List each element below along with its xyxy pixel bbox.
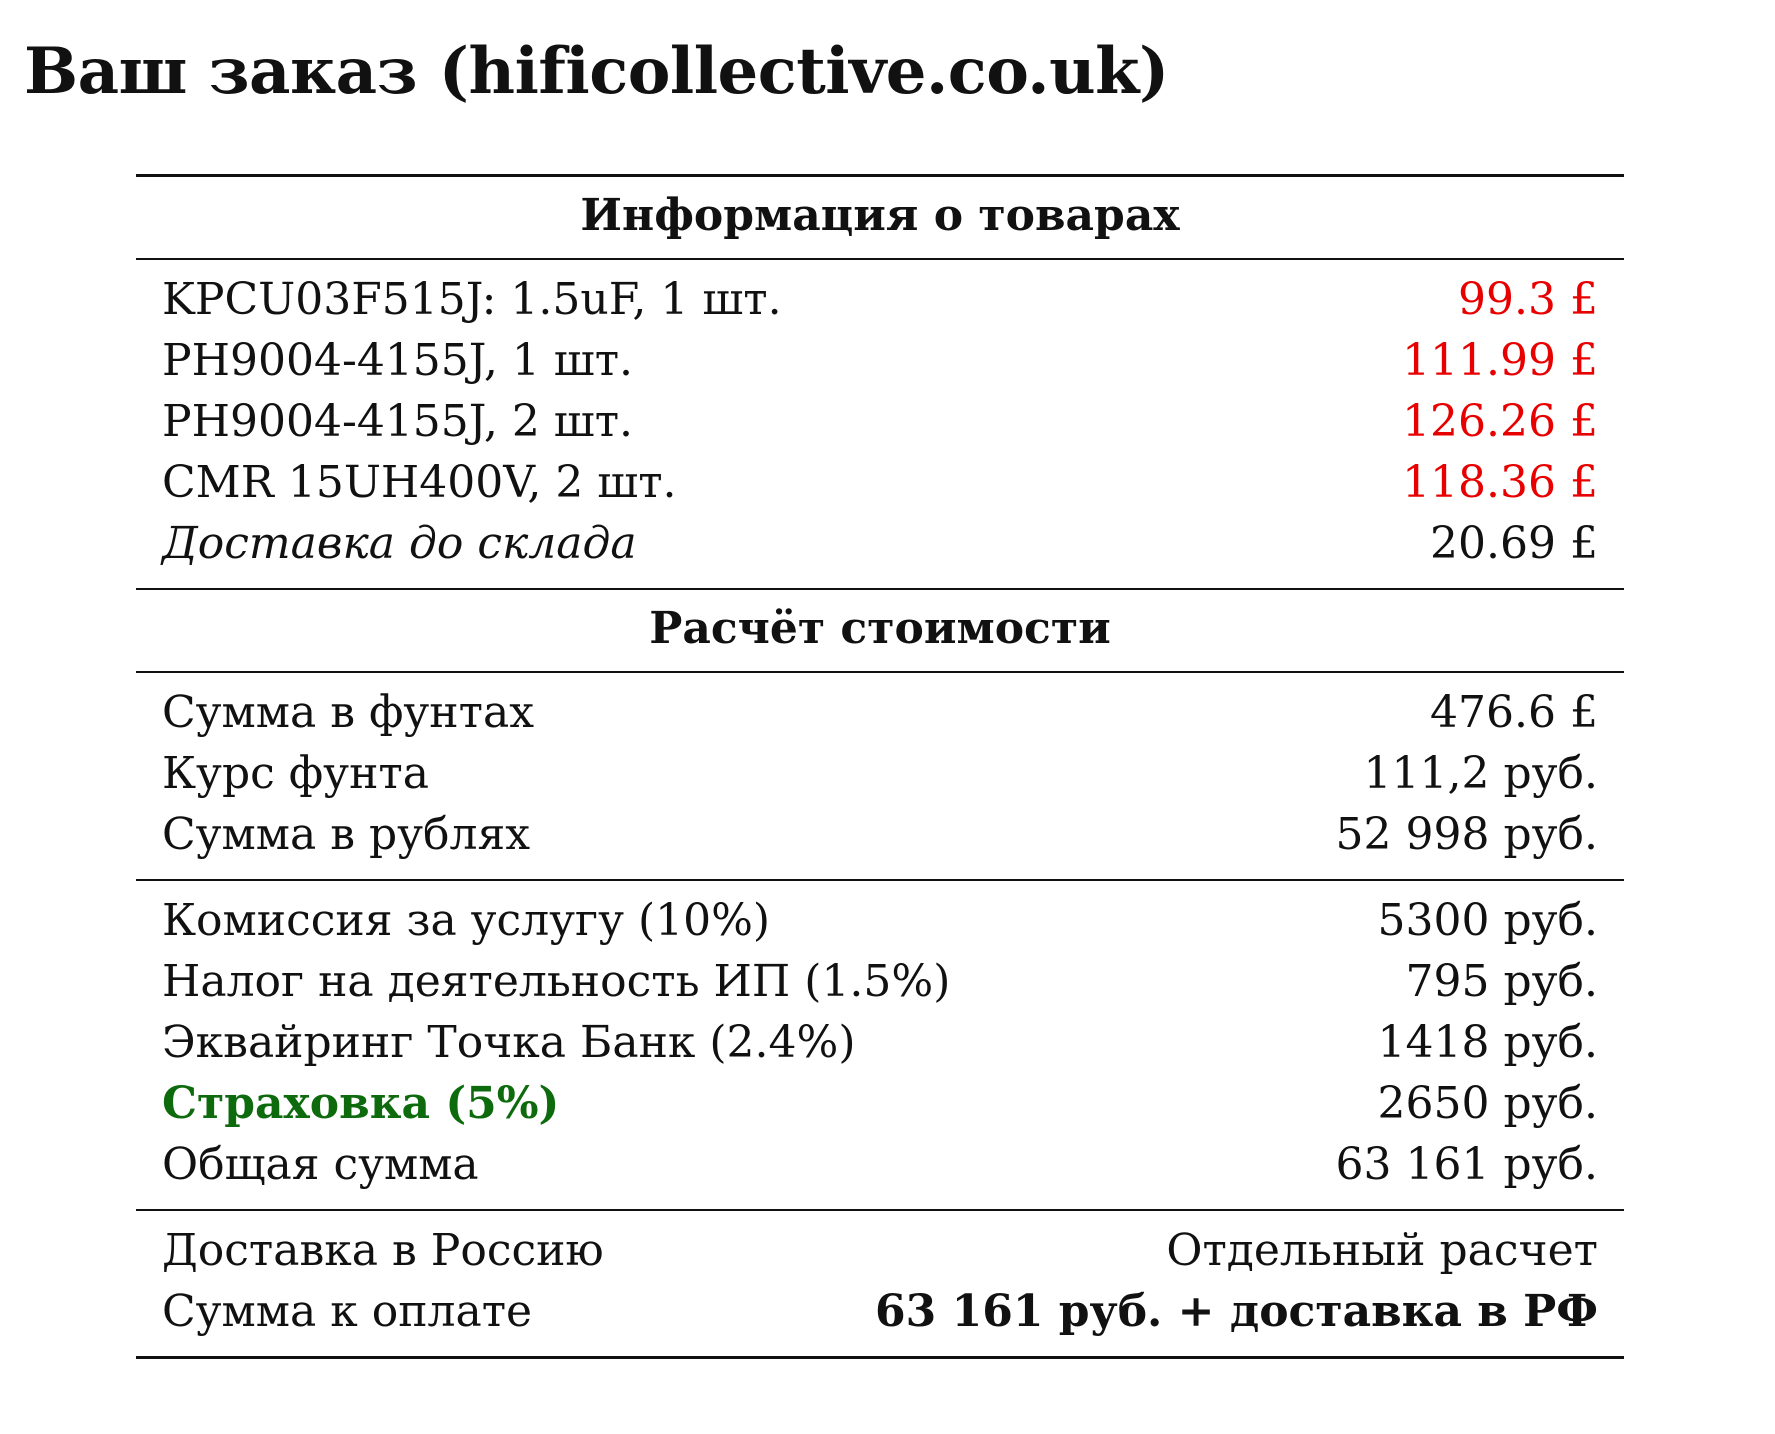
order-table bbox=[136, 174, 1624, 1359]
insurance-value: 2650 руб. bbox=[1377, 1078, 1598, 1129]
page-title: Ваш заказ (hificollective.co.uk) bbox=[24, 34, 1169, 109]
total-value: 63 161 руб. bbox=[1335, 1139, 1598, 1190]
product-price: 126.26 £ bbox=[1402, 396, 1598, 447]
exchange-rate-row bbox=[136, 743, 1624, 804]
exchange-rate-value: 111,2 руб. bbox=[1363, 748, 1598, 799]
products-list bbox=[136, 260, 1624, 588]
product-price: 111.99 £ bbox=[1402, 335, 1598, 386]
products-heading: Информация о товарах bbox=[580, 190, 1180, 241]
delivery-russia-label: Доставка в Россию bbox=[162, 1225, 604, 1276]
bottom-rule bbox=[136, 1356, 1624, 1359]
payment-list bbox=[136, 1211, 1624, 1356]
exchange-rate-label: Курс фунта bbox=[162, 748, 429, 799]
product-label: PH9004-4155J, 2 шт. bbox=[162, 396, 634, 447]
product-label: CMR 15UH400V, 2 шт. bbox=[162, 457, 677, 508]
product-price: 118.36 £ bbox=[1402, 457, 1598, 508]
total-label: Общая сумма bbox=[162, 1139, 479, 1190]
acquiring-row bbox=[136, 1012, 1624, 1073]
product-price: 99.3 £ bbox=[1458, 274, 1598, 325]
conversion-list bbox=[136, 673, 1624, 879]
tax-label: Налог на деятельность ИП (1.5%) bbox=[162, 956, 951, 1007]
warehouse-shipping-row bbox=[136, 513, 1624, 574]
insurance-row bbox=[136, 1073, 1624, 1134]
product-row bbox=[136, 330, 1624, 391]
insurance-label: Страховка (5%) bbox=[162, 1078, 560, 1129]
warehouse-shipping-label: Доставка до склада bbox=[162, 518, 637, 569]
product-label: PH9004-4155J, 1 шт. bbox=[162, 335, 634, 386]
total-row bbox=[136, 1134, 1624, 1195]
product-row bbox=[136, 452, 1624, 513]
product-label: KPCU03F515J: 1.5uF, 1 шт. bbox=[162, 274, 782, 325]
calculation-heading: Расчёт стоимости bbox=[649, 603, 1111, 654]
payable-value: 63 161 руб. + доставка в РФ bbox=[875, 1286, 1598, 1337]
warehouse-shipping-value: 20.69 £ bbox=[1430, 518, 1598, 569]
product-row bbox=[136, 269, 1624, 330]
payable-label: Сумма к оплате bbox=[162, 1286, 533, 1337]
delivery-russia-value: Отдельный расчет bbox=[1166, 1225, 1598, 1276]
delivery-russia-row bbox=[136, 1220, 1624, 1281]
sum-gbp-label: Сумма в фунтах bbox=[162, 687, 535, 738]
commission-label: Комиссия за услугу (10%) bbox=[162, 895, 771, 946]
sum-rub-row bbox=[136, 804, 1624, 865]
acquiring-label: Эквайринг Точка Банк (2.4%) bbox=[162, 1017, 856, 1068]
sum-gbp-row bbox=[136, 682, 1624, 743]
payable-row bbox=[136, 1281, 1624, 1342]
product-row bbox=[136, 391, 1624, 452]
sum-rub-value: 52 998 руб. bbox=[1335, 809, 1598, 860]
tax-value: 795 руб. bbox=[1405, 956, 1598, 1007]
commission-value: 5300 руб. bbox=[1377, 895, 1598, 946]
acquiring-value: 1418 руб. bbox=[1377, 1017, 1598, 1068]
sum-gbp-value: 476.6 £ bbox=[1430, 687, 1598, 738]
sum-rub-label: Сумма в рублях bbox=[162, 809, 531, 860]
tax-row bbox=[136, 951, 1624, 1012]
commission-row bbox=[136, 890, 1624, 951]
fees-list bbox=[136, 881, 1624, 1209]
